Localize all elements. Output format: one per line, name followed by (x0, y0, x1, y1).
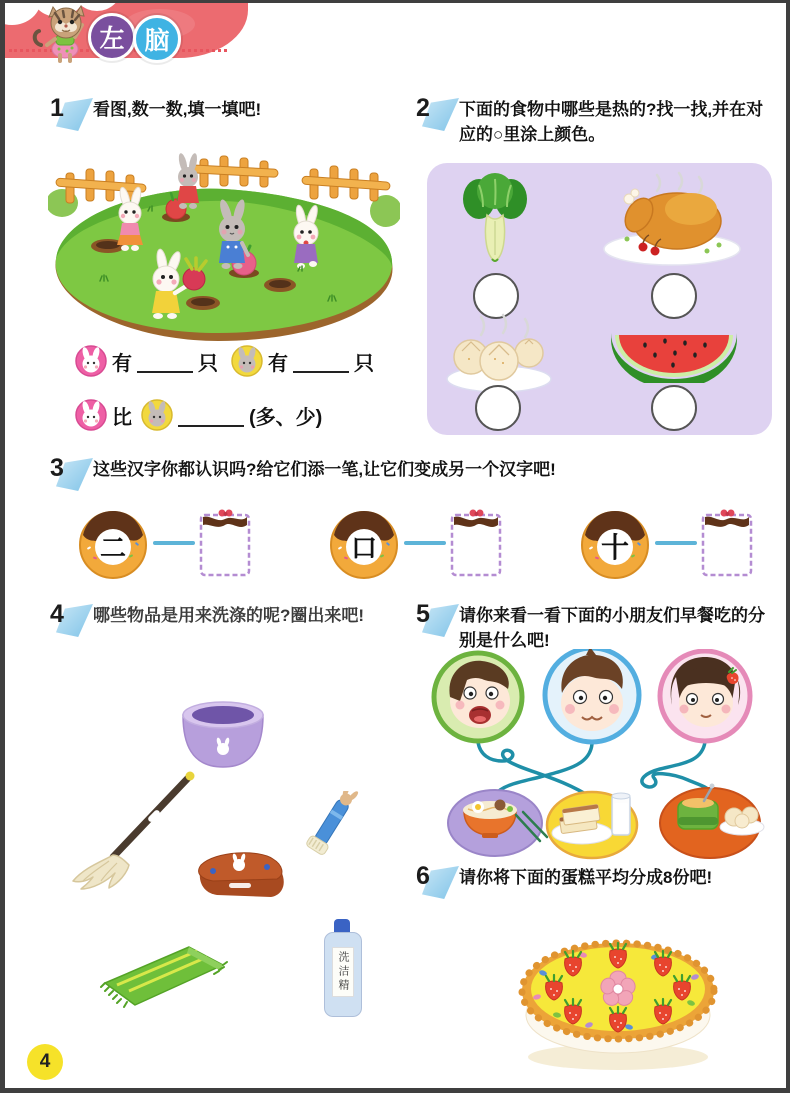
q1-options-label: (多、少) (249, 406, 323, 429)
bok-choy-icon (459, 171, 531, 267)
basin-icon[interactable] (177, 697, 269, 779)
white-rabbit-badge-icon (75, 399, 107, 431)
q6-number: 6 (416, 862, 430, 890)
q2-answer-circle-watermelon[interactable] (651, 385, 697, 431)
q6-prompt: 请你将下面的蛋糕平均分成8份吧! (459, 868, 713, 887)
q2-flag-icon (413, 95, 459, 133)
plate-noodles[interactable] (448, 790, 547, 856)
toothbrush-icon[interactable] (299, 791, 361, 861)
q3-answer-box[interactable] (197, 505, 253, 581)
steamed-buns-icon (441, 311, 559, 395)
q3-prompt: 这些汉字你都认识吗?给它们添一笔,让它们变成另一个汉字吧! (93, 460, 556, 479)
donut-character-icon (577, 505, 653, 581)
detergent-bottle[interactable] (324, 919, 360, 1015)
donut-character-icon (75, 505, 151, 581)
gray-rabbit (177, 152, 199, 209)
plate-pot-buns[interactable] (660, 784, 764, 859)
connector-line (404, 541, 446, 545)
connector-line (153, 541, 195, 545)
page-number: 4 (39, 1051, 51, 1072)
pencil-case-icon[interactable] (187, 841, 289, 903)
donut-character-icon (326, 505, 402, 581)
q3-pair-3 (577, 505, 755, 581)
white-rabbit-badge-icon (75, 345, 107, 377)
q1-fill-line-2 (75, 399, 322, 431)
gray-rabbit-badge-icon (141, 399, 173, 431)
q1-flag-icon (47, 95, 93, 133)
q4-flag-icon (47, 601, 93, 639)
q3-pair-1 (75, 505, 253, 581)
bottle-label: 洗洁精 (332, 947, 354, 997)
towel-icon[interactable] (93, 939, 233, 1011)
q1-than-label: 比 (112, 406, 132, 429)
q3-pair-2 (326, 505, 504, 581)
gray-rabbit-badge-icon (231, 345, 263, 377)
q1-number: 1 (50, 94, 64, 122)
mop-icon[interactable] (63, 769, 203, 891)
q1-blank-count-white[interactable] (137, 349, 193, 373)
q4-prompt: 哪些物品是用来洗涤的呢?圈出来吧! (93, 606, 365, 625)
q5-prompt: 请你来看一看下面的小朋友们早餐吃的分别是什么吧! (459, 606, 765, 650)
q3-char-1: 二 (99, 533, 127, 563)
connector-line (655, 541, 697, 545)
q5-number: 5 (416, 600, 430, 628)
watermelon-icon (605, 321, 743, 383)
strawberry-cake[interactable] (499, 915, 737, 1073)
q1-blank-compare[interactable] (178, 403, 244, 427)
page-number-badge (27, 1044, 63, 1080)
header-right-label: 脑 (144, 27, 170, 55)
q2-food-panel (427, 163, 772, 435)
header-right-badge (133, 15, 181, 63)
q4-number: 4 (50, 600, 64, 628)
q1-blank-count-gray[interactable] (293, 349, 349, 373)
question-1-header (47, 95, 407, 133)
q3-answer-box[interactable] (699, 505, 755, 581)
question-6-header (413, 863, 785, 901)
header-left-label: 左 (99, 25, 125, 53)
q1-have-label: 有 (112, 352, 132, 375)
plate-toast-milk[interactable] (547, 792, 637, 858)
q2-number: 2 (416, 94, 430, 122)
q2-answer-circle-buns[interactable] (475, 385, 521, 431)
worksheet-page (5, 3, 786, 1088)
kid-circle-green[interactable] (434, 653, 522, 741)
q1-fill-line-1 (75, 345, 374, 377)
q6-flag-icon (413, 863, 459, 901)
q3-answer-box[interactable] (448, 505, 504, 581)
rabbit-meadow-illustration (48, 151, 400, 343)
q2-answer-circle-chicken[interactable] (651, 273, 697, 319)
q3-character-row (75, 505, 755, 581)
q5-flag-icon (413, 601, 459, 639)
q3-char-3: 十 (600, 532, 630, 563)
q1-prompt: 看图,数一数,填一填吧! (93, 100, 262, 119)
question-2-header (413, 95, 785, 147)
q2-prompt: 下面的食物中哪些是热的?找一找,并在对应的○里涂上颜色。 (459, 100, 764, 144)
q3-char-2: 口 (350, 533, 378, 563)
question-5-header (413, 601, 785, 653)
kid-circle-pink[interactable] (660, 651, 750, 741)
breakfast-matching-illustration (420, 649, 785, 861)
kid-circle-blue[interactable] (545, 649, 639, 742)
q3-number: 3 (50, 454, 64, 482)
q1-have-label-2: 有 (268, 352, 288, 375)
q1-unit-label: 只 (198, 352, 218, 375)
tangle-lines (478, 742, 710, 798)
roast-chicken-icon (587, 169, 757, 269)
question-4-header (47, 601, 427, 639)
q3-flag-icon (47, 455, 93, 493)
q1-unit-label-2: 只 (354, 352, 374, 375)
question-3-header (47, 455, 777, 493)
header-left-badge (88, 13, 136, 61)
